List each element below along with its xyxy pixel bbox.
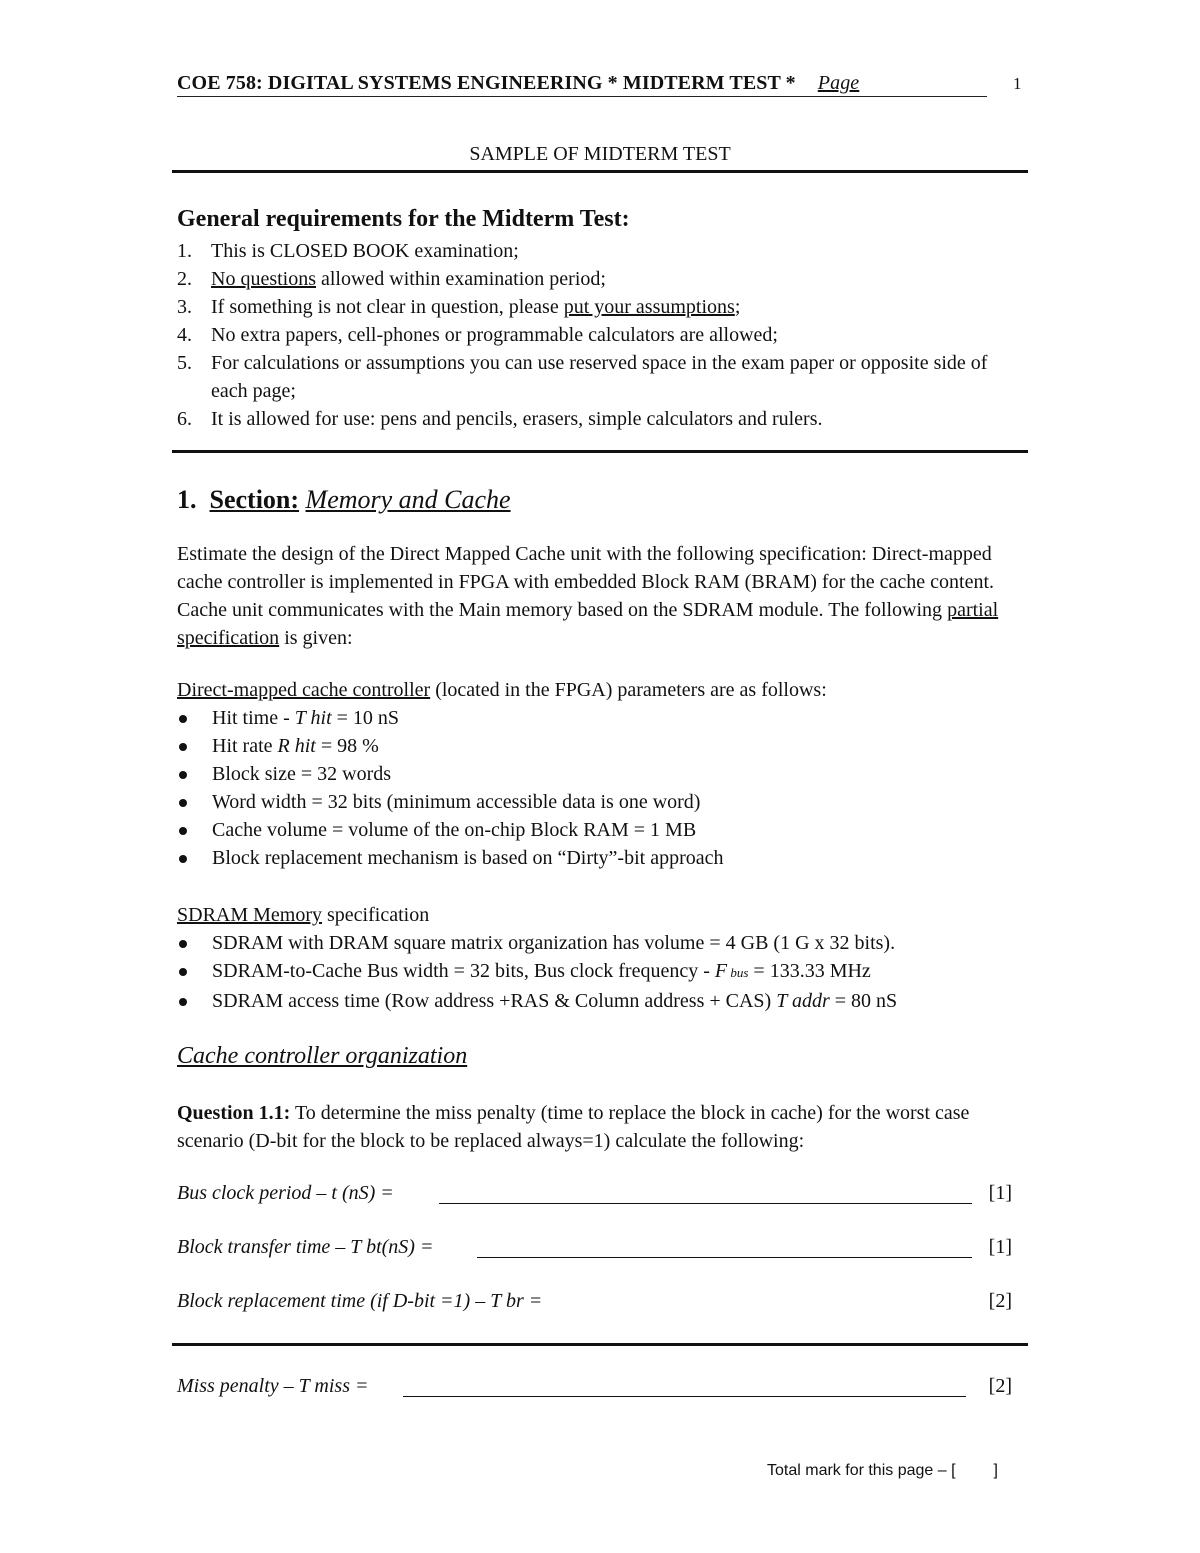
requirement-item <box>177 293 1027 321</box>
controller-heading <box>177 676 827 704</box>
section-label: Section: <box>209 485 300 514</box>
requirement-number: 2. <box>177 268 192 290</box>
controller-heading-underlined: Direct-mapped cache controller <box>177 679 431 701</box>
intro-text: Estimate the design of the Direct Mapped Cache unit with the following specification: Direct-mapped cache controller is implemented in FPGA with embedded Block RAM (BRAM) for the cache content. Cache unit communicates with the Main memory based on the SDRAM module. The following <box>177 543 995 621</box>
bullet-item <box>177 929 1027 957</box>
section-name: Memory and Cache <box>305 485 511 514</box>
answer-line[interactable] <box>439 1203 972 1204</box>
requirement-item <box>177 405 1027 433</box>
answer-label: Block transfer time – T bt(nS) = <box>177 1236 434 1258</box>
bullet-text: = 133.33 MHz <box>748 960 871 982</box>
requirement-item <box>177 349 1027 405</box>
bullet-text: = 98 % <box>315 735 379 757</box>
footer-bracket: ] <box>993 1462 998 1479</box>
page-total-mark <box>767 1462 998 1480</box>
answer-row-block-transfer <box>177 1236 1012 1264</box>
requirements-list <box>177 237 1027 433</box>
bullet-text: Block replacement mechanism is based on “Dirty”-bit approach <box>212 847 724 869</box>
bullet-text: SDRAM-to-Cache Bus width = 32 bits, Bus clock frequency - <box>212 960 715 982</box>
requirement-number: 6. <box>177 408 192 430</box>
bullet-icon <box>179 855 187 863</box>
bullet-icon <box>179 827 187 835</box>
sdram-heading-rest: specification <box>322 904 430 926</box>
answer-line[interactable] <box>403 1396 966 1397</box>
section-number: 1. <box>177 485 197 514</box>
divider <box>172 170 1028 173</box>
bullet-text: R hit <box>277 735 316 757</box>
answer-row-block-replacement <box>177 1290 1012 1318</box>
requirement-number: 3. <box>177 296 192 318</box>
subsection-heading: Cache controller organization <box>177 1043 468 1069</box>
mark-value: [1] <box>988 1182 1012 1204</box>
bullet-text: SDRAM with DRAM square matrix organization has volume = 4 GB (1 G x 32 bits). <box>212 932 896 954</box>
answer-label: Block replacement time (if D-bit =1) – T br = <box>177 1290 543 1312</box>
bullet-icon <box>179 799 187 807</box>
mark-value: [1] <box>988 1236 1012 1258</box>
bullet-text: Hit time - <box>212 707 295 729</box>
requirement-text: allowed within examination period; <box>316 268 606 290</box>
question-body: To determine the miss penalty (time to replace the block in cache) for the worst case scenario (D-bit for the block to be replaced always=1) calculate the following: <box>177 1102 970 1152</box>
bullet-text: = 10 nS <box>331 707 400 729</box>
divider <box>172 1343 1028 1346</box>
sdram-heading <box>177 901 429 929</box>
mark-value: [2] <box>988 1375 1012 1397</box>
intro-underlined: partial specification <box>177 599 999 649</box>
question-text <box>177 1099 1027 1155</box>
question-label: Question 1.1: <box>177 1102 291 1124</box>
bullet-item <box>177 704 1027 732</box>
bullet-item <box>177 987 1027 1015</box>
divider <box>172 450 1028 453</box>
bullet-icon <box>179 743 187 751</box>
sdram-spec-list <box>177 929 1027 1015</box>
bullet-item <box>177 957 1027 987</box>
requirement-text: If something is not clear in question, please <box>211 296 564 318</box>
requirement-number: 1. <box>177 240 192 262</box>
answer-label: Miss penalty – T miss = <box>177 1375 369 1397</box>
bullet-text: F <box>714 960 728 982</box>
bullet-icon <box>179 968 187 976</box>
requirement-item <box>177 265 1027 293</box>
page-label: Page <box>817 72 860 94</box>
requirement-text: It is allowed for use: pens and pencils, erasers, simple calculators and rulers. <box>211 408 823 430</box>
header-underline <box>177 96 987 97</box>
answer-row-miss-penalty <box>177 1375 1012 1403</box>
requirement-number: 5. <box>177 352 192 374</box>
requirement-text: ; <box>734 296 741 318</box>
page-header <box>177 72 859 95</box>
bullet-text: Block size = 32 words <box>212 763 392 785</box>
bullet-icon <box>179 715 187 723</box>
mark-value: [2] <box>988 1290 1012 1312</box>
intro-paragraph <box>177 540 1027 652</box>
bullet-item <box>177 844 1027 872</box>
requirement-item <box>177 237 1027 265</box>
answer-line[interactable] <box>477 1257 972 1258</box>
requirements-heading: General requirements for the Midterm Test: <box>177 206 630 232</box>
controller-heading-rest: (located in the FPGA) parameters are as follows: <box>430 679 827 701</box>
sdram-heading-underlined: SDRAM Memory <box>177 904 323 926</box>
footer-text: Total mark for this page – [ <box>767 1462 956 1479</box>
requirement-text: No extra papers, cell-phones or programmable calculators are allowed; <box>211 324 778 346</box>
document-title: SAMPLE OF MIDTERM TEST <box>469 143 731 165</box>
answer-row-bus-clock <box>177 1182 1012 1210</box>
bullet-text: SDRAM access time (Row address +RAS & Column address + CAS) <box>212 990 777 1012</box>
controller-params-list <box>177 704 1027 872</box>
bullet-text: T addr <box>776 990 830 1012</box>
requirement-text: This is CLOSED BOOK examination; <box>211 240 519 262</box>
requirement-item <box>177 321 1027 349</box>
requirement-number: 4. <box>177 324 192 346</box>
bullet-item <box>177 760 1027 788</box>
bullet-icon <box>179 771 187 779</box>
bullet-text: bus <box>727 965 749 980</box>
bullet-text: Word width = 32 bits (minimum accessible data is one word) <box>212 791 701 813</box>
bullet-item <box>177 732 1027 760</box>
requirement-text: put your assumptions <box>563 296 735 318</box>
bullet-item <box>177 788 1027 816</box>
requirement-text: No questions <box>211 268 316 290</box>
bullet-text: Hit rate <box>212 735 278 757</box>
bullet-text: T hit <box>294 707 332 729</box>
course-title: COE 758: DIGITAL SYSTEMS ENGINEERING * MIDTERM TEST * <box>177 72 796 94</box>
bullet-text: Cache volume = volume of the on-chip Block RAM = 1 MB <box>212 819 697 841</box>
requirement-text: For calculations or assumptions you can use reserved space in the exam paper or opposite side of each page; <box>211 352 988 402</box>
bullet-icon <box>179 998 187 1006</box>
bullet-item <box>177 816 1027 844</box>
bullet-text: = 80 nS <box>829 990 898 1012</box>
answer-label: Bus clock period – t (nS) = <box>177 1182 394 1204</box>
page-number: 1 <box>1013 74 1022 93</box>
bullet-icon <box>179 940 187 948</box>
intro-text-end: is given: <box>279 627 353 649</box>
section-heading <box>177 485 511 515</box>
